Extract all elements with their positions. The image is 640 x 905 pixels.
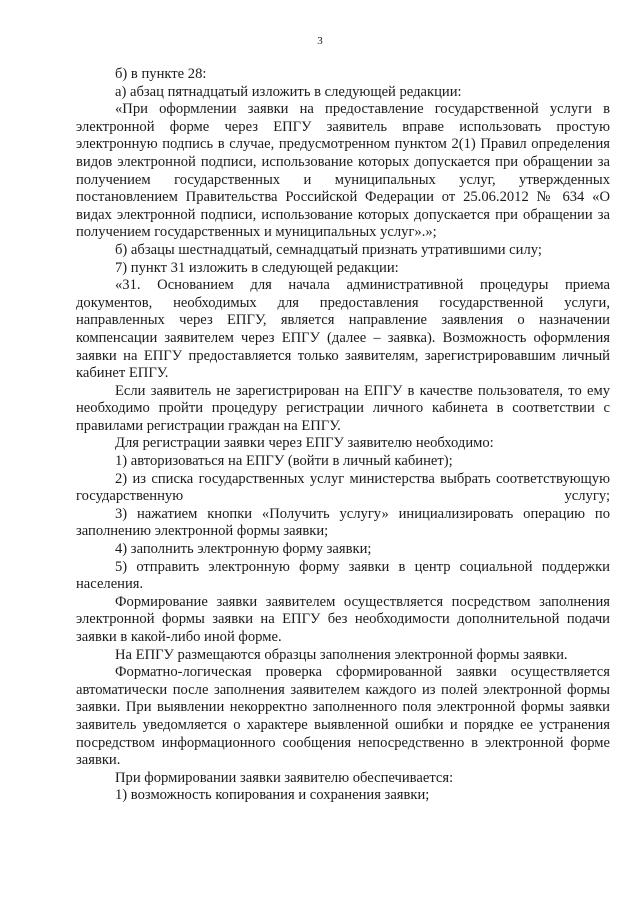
paragraph-format-logical-check: Форматно-логическая проверка сформированной заявки осуществляется автоматически после заполнения заявителем каждого из полей электронной формы заявки. При выявлении некорректно заполненного поля электронной формы заявки заявитель уведомляется о характере выявленной ошибки и порядке ее устранения посредством информационного сообщения непосредственно в электронной форме заявки. xyxy=(76,664,610,769)
paragraph-quote-simple-signature: «При оформлении заявки на предоставление государственной услуги в электронной форме через ЕПГУ заявитель вправе использовать простую электронную подпись в случае, предусмотренном пунктом 2(1) Правил определения видов электронной подписи, использование которых допускается при обращении за получением государственных и муниципальных услуг, утвержденных постановлением Правительства Российской Федерации от 25.06.2012 № 634 «О видах электронной подписи, использование которых допускается при обращении за получением государственных и муниципальных услуг».»; xyxy=(76,101,610,241)
paragraph-item-7-point-31: 7) пункт 31 изложить в следующей редакции: xyxy=(115,259,399,276)
paragraph-provided-intro: При формировании заявки заявителю обеспечивается: xyxy=(115,769,454,786)
paragraph-subitem-a-fifteenth: а) абзац пятнадцатый изложить в следующей редакции: xyxy=(115,83,462,100)
paragraph-subitem-b-invalidate: б) абзацы шестнадцатый, семнадцатый признать утратившими силу; xyxy=(115,241,542,258)
paragraph-samples: На ЕПГУ размещаются образцы заполнения электронной формы заявки. xyxy=(115,646,568,663)
page-number: 3 xyxy=(317,35,323,47)
document-body xyxy=(76,66,610,805)
paragraph-provided-1: 1) возможность копирования и сохранения заявки; xyxy=(115,787,430,804)
paragraph-step-2: 2) из списка государственных услуг министерства выбрать соответствующую государственную услугу; xyxy=(76,470,610,505)
paragraph-point-31-basis: «31. Основанием для начала административной процедуры приема документов, необходимых для предоставления государственной услуги, направленных через ЕПГУ, является направление заявления о назначении компенсации заявителем через ЕПГУ (далее – заявка). Возможность оформления заявки на ЕПГУ предоставляется только заявителям, зарегистрировавшим личный кабинет ЕПГУ. xyxy=(76,277,610,382)
paragraph-forming-application: Формирование заявки заявителем осуществляется посредством заполнения электронной формы заявки на ЕПГУ без необходимости дополнительной подачи заявки в какой-либо иной форме. xyxy=(76,593,610,645)
paragraph-step-5: 5) отправить электронную форму заявки в центр социальной поддержки населения. xyxy=(76,558,610,593)
paragraph-steps-intro: Для регистрации заявки через ЕПГУ заявителю необходимо: xyxy=(115,435,494,452)
paragraph-step-4: 4) заполнить электронную форму заявки; xyxy=(115,541,372,558)
paragraph-registration-required: Если заявитель не зарегистрирован на ЕПГУ в качестве пользователя, то ему необходимо пройти процедуру регистрации личного кабинета в соответствии с правилами регистрации граждан на ЕПГУ. xyxy=(76,382,610,434)
paragraph-step-3: 3) нажатием кнопки «Получить услугу» инициализировать операцию по заполнению электронной формы заявки; xyxy=(76,505,610,540)
paragraph-item-b-point-28: б) в пункте 28: xyxy=(115,66,207,82)
paragraph-step-1: 1) авторизоваться на ЕПГУ (войти в личный кабинет); xyxy=(115,453,453,470)
